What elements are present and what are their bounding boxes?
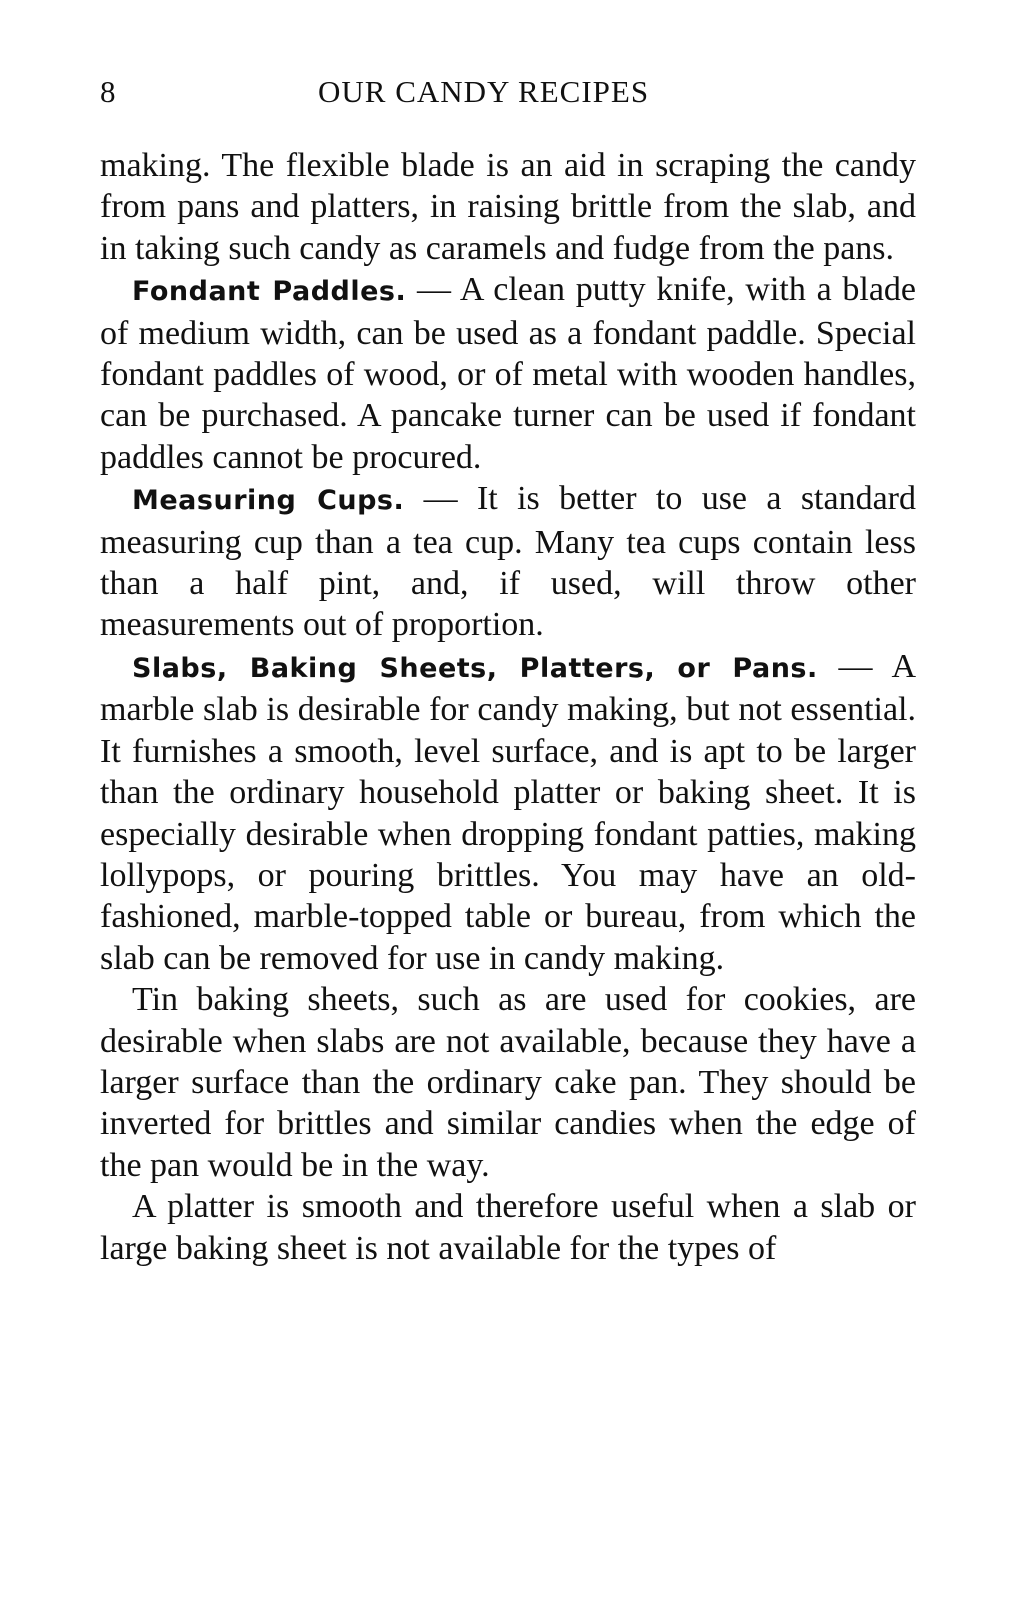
paragraph-text: Tin baking sheets, such as are used for cookies, are desirable when slabs are not available, because they have a larger surface than the ordinary cake pan. They should be inverted for brittles and similar candies when the edge of the pan would be in the way. [100,981,916,1184]
run-in-heading: Fondant Paddles. [132,276,407,308]
paragraph-slabs [100,646,916,979]
paragraph-fondant-paddles [100,269,916,478]
paragraph-tin-baking-sheets [100,979,916,1186]
paragraph-text: — A clean putty knife, with a blade of medium width, can be used as a fondant paddle. Special fondant paddles of wood, or of metal with wooden handles, can be purchased. A pancake turner can be used if fondant paddles cannot be procured. [100,271,917,476]
paragraph-text: — It is better to use a standard measuring cup than a tea cup. Many tea cups contain less than a half pint, and, if used, will throw other measurements out of proportion. [100,480,917,644]
paragraph-text: — A marble slab is desirable for candy making, but not essential. It furnishes a smooth, level surface, and is apt to be larger than the ordinary household platter or baking sheet. It is especially desirable when dropping fondant patties, making lollypops, or pouring brittles. You may have an old-fashioned, marble-topped table or bureau, from which the slab can be removed for use in candy making. [100,647,916,977]
paragraph-continuation [100,145,916,269]
paragraph-platter [100,1186,916,1269]
paragraph-text: making. The flexible blade is an aid in scraping the candy from pans and platters, in raising brittle from the slab, and in taking such candy as caramels and fudge from the pans. [100,147,916,267]
paragraph-measuring-cups [100,478,916,646]
running-head [100,74,916,118]
page-number: 8 [100,74,117,109]
paragraph-text: A platter is smooth and therefore useful when a slab or large baking sheet is not available for the types of [100,1188,916,1267]
running-title: OUR CANDY RECIPES [318,74,650,109]
run-in-heading: Slabs, Baking Sheets, Platters, or Pans. [132,652,818,684]
run-in-heading: Measuring Cups. [132,485,405,517]
body-text [100,145,916,1269]
